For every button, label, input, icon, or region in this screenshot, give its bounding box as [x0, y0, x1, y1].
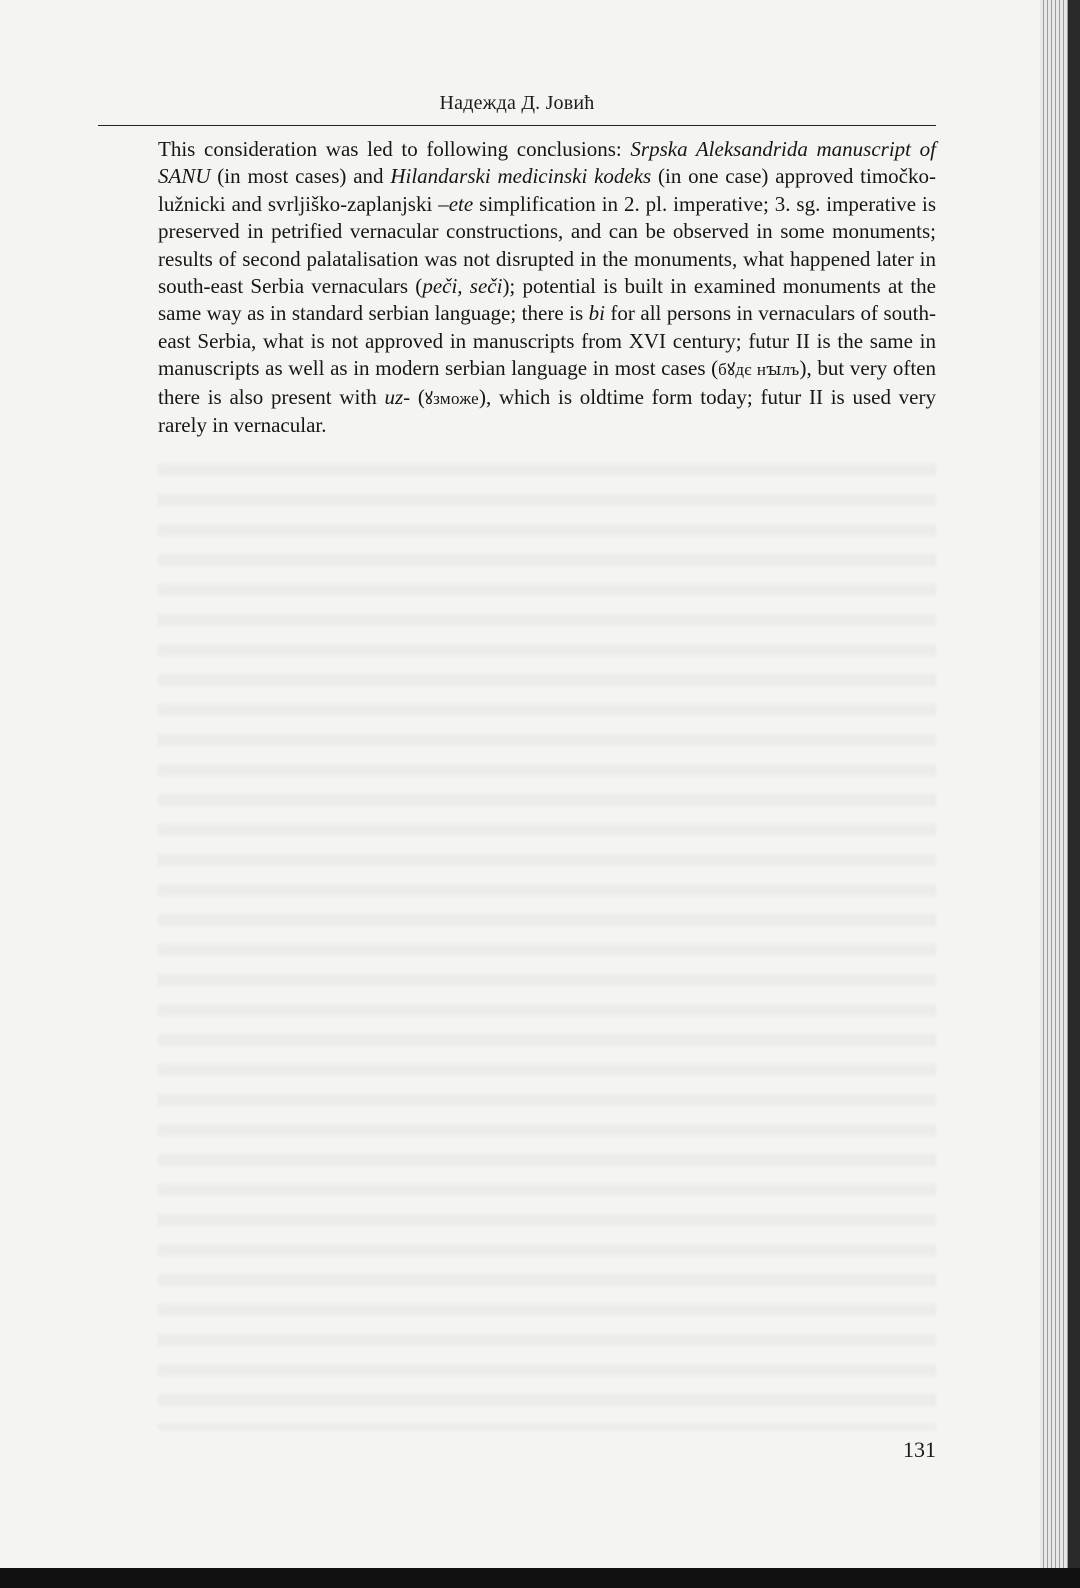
header-rule [98, 125, 936, 126]
old-church-slavonic-form-1: бꙋдє нꙑлъ [718, 360, 800, 380]
abstract-text-4: simplification in 2. pl. imperative; 3. sg. imperative is preserved in petrified vernacular constructions, and can be observed in some monuments; results of second palatalisation was not disrupted in the monuments, what happened later in south-east Serbia vernaculars ( [158, 191, 936, 299]
examples-peci-seci: peči, seči [422, 274, 503, 299]
manuscript-title-2: Hilandarski medicinski kodeks [390, 164, 652, 189]
old-church-slavonic-form-2: ꙋзможе [424, 388, 480, 408]
show-through-text [158, 450, 936, 1430]
abstract-text-2: (in most cases) and [210, 164, 391, 189]
english-abstract [158, 136, 936, 439]
scanner-border-bottom [0, 1568, 1080, 1588]
abstract-paragraph [158, 136, 936, 439]
running-header: Надежда Д. Јовић [439, 92, 595, 114]
abstract-text-5: ); potential is built in examined monuments at the same way as in standard serbian language; there is [158, 274, 936, 326]
prefix-uz: uz- [384, 384, 411, 409]
page-number: 131 [903, 1437, 936, 1462]
abstract-text-7b: ( [410, 384, 425, 409]
page-stack-edge [1040, 0, 1068, 1568]
abstract-text-7: ), but very often there is also present with [158, 356, 937, 409]
abstract-text-3: (in one case) approved timočko-lužnicki and svrljiško-zaplanjski [158, 164, 936, 216]
abstract-text-6: for all persons in vernaculars of south-east Serbia, what is not approved in manuscripts from XVI century; futur II is the same in manuscripts as well as in modern serbian language in most cases ( [158, 301, 936, 381]
particle-bi: bi [588, 301, 605, 326]
abstract-text-8: ), which is oldtime form today; futur II is used very rarely in vernacular. [158, 384, 937, 438]
manuscript-title-1: Srpska Aleksandrida manuscript of SANU [158, 137, 936, 189]
suffix-ete: –ete [438, 191, 474, 216]
abstract-text-1: This consideration was led to following conclusions: [158, 137, 631, 161]
scanner-border-right [1068, 0, 1080, 1568]
